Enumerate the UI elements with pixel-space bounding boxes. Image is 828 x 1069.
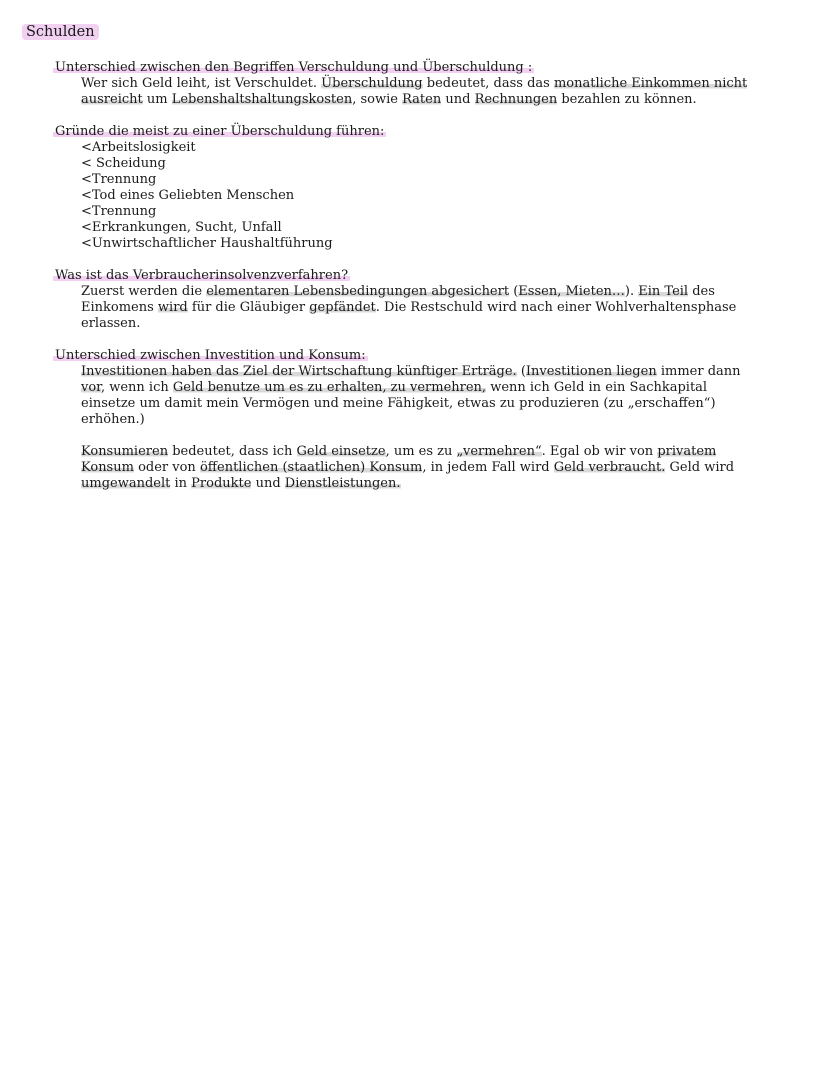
- text-run: , wenn ich: [100, 380, 173, 395]
- highlighted-text: Raten: [402, 92, 442, 107]
- text-run: . Egal ob wir von: [541, 444, 658, 459]
- list-item: <Trennung: [81, 204, 157, 219]
- list-item: <Trennung: [81, 172, 157, 187]
- highlighted-text: Konsumieren: [81, 444, 169, 459]
- section-heading: [53, 268, 773, 284]
- highlighted-text: Produkte: [191, 476, 252, 491]
- highlighted-text: vor: [81, 380, 101, 395]
- highlighted-text: Geld einsetze: [296, 444, 386, 459]
- highlighted-text: umgewandelt: [81, 476, 171, 491]
- paragraph: [81, 284, 756, 332]
- paragraph: [81, 364, 756, 428]
- list-item: <Tod eines Geliebten Menschen: [81, 188, 295, 203]
- reasons-list: [81, 140, 773, 252]
- text-run: (: [516, 364, 526, 379]
- section-heading: [53, 348, 773, 364]
- text-run: Geld wird: [665, 460, 735, 475]
- highlighted-text: Lebenshaltshaltungskosten: [171, 92, 353, 107]
- highlighted-text: Investitionen haben das Ziel der Wirtschaftung künftiger Erträge.: [81, 364, 517, 379]
- paragraph: [81, 76, 756, 108]
- text-run: , in jedem Fall wird: [422, 460, 554, 475]
- section-heading-text: Unterschied zwischen den Begriffen Verschuldung und Überschuldung :: [55, 60, 533, 75]
- text-run: in: [170, 476, 192, 491]
- highlighted-text: Überschuldung: [321, 76, 423, 91]
- section-investition-konsum: [53, 348, 773, 492]
- highlighted-text: Investitionen liegen: [525, 364, 657, 379]
- highlighted-text: „vermehren“: [456, 444, 542, 459]
- section-verbraucherinsolvenz: [53, 268, 773, 332]
- highlighted-text: wird: [157, 300, 188, 315]
- section-heading-text: Gründe die meist zu einer Überschuldung führen:: [55, 124, 385, 139]
- text-run: , sowie: [352, 92, 403, 107]
- highlighted-text: Essen, Mieten…: [518, 284, 625, 299]
- text-run: bedeutet, dass ich: [168, 444, 297, 459]
- text-run: bezahlen zu können.: [557, 92, 697, 107]
- section-body: [81, 76, 756, 108]
- highlighted-text: Ein Teil: [638, 284, 689, 299]
- section-body: [81, 364, 756, 492]
- text-run: . Die Restschuld wird nach einer Wohlverhaltensphase erlassen.: [81, 300, 737, 331]
- text-run: oder von: [133, 460, 200, 475]
- text-run: Wer sich Geld leiht, ist Verschuldet.: [81, 76, 322, 91]
- highlighted-text: privatem Konsum: [81, 444, 717, 475]
- paragraph: [81, 444, 756, 492]
- text-run: ).: [624, 284, 639, 299]
- section-heading: [53, 60, 773, 76]
- highlighted-text: öffentlichen (staatlichen) Konsum: [199, 460, 423, 475]
- list-item: <Arbeitslosigkeit: [81, 140, 196, 155]
- text-run: Zuerst werden die: [81, 284, 207, 299]
- list-item: <Erkrankungen, Sucht, Unfall: [81, 220, 282, 235]
- text-run: wenn ich Geld in ein Sachkapital einsetze um damit mein Vermögen und meine Fähigkeit, etwas zu produzieren (zu „erschaffen“) erhöhen.): [81, 380, 716, 427]
- text-run: immer dann: [656, 364, 741, 379]
- document-title: [22, 22, 99, 42]
- section-body: [81, 284, 756, 332]
- list-item: <Unwirtschaftlicher Haushaltführung: [81, 236, 333, 251]
- section-verschuldung: [53, 60, 773, 108]
- highlighted-text: Dienstleistungen.: [284, 476, 401, 491]
- text-run: und: [441, 92, 475, 107]
- highlighted-text: gepfändet: [309, 300, 376, 315]
- document-title-text: Schulden: [22, 24, 99, 40]
- text-run: des Einkomens: [81, 284, 715, 315]
- section-heading: [53, 124, 773, 140]
- highlighted-text: monatliche Einkommen nicht ausreicht: [81, 76, 748, 107]
- text-run: und: [251, 476, 285, 491]
- text-run: für die Gläubiger: [187, 300, 310, 315]
- text-run: (: [509, 284, 519, 299]
- list-item: < Scheidung: [81, 156, 166, 171]
- text-run: um: [142, 92, 172, 107]
- highlighted-text: elementaren Lebensbedingungen abgesichert: [206, 284, 510, 299]
- text-run: bedeutet, dass das: [422, 76, 554, 91]
- section-gruende: [53, 124, 773, 252]
- section-heading-text: Unterschied zwischen Investition und Konsum:: [55, 348, 366, 363]
- text-run: , um es zu: [385, 444, 457, 459]
- section-heading-text: Was ist das Verbraucherinsolvenzverfahren?: [55, 268, 349, 283]
- highlighted-text: Geld benutze um es zu erhalten, zu vermehren,: [172, 380, 487, 395]
- highlighted-text: Geld verbraucht.: [553, 460, 666, 475]
- highlighted-text: Rechnungen: [474, 92, 558, 107]
